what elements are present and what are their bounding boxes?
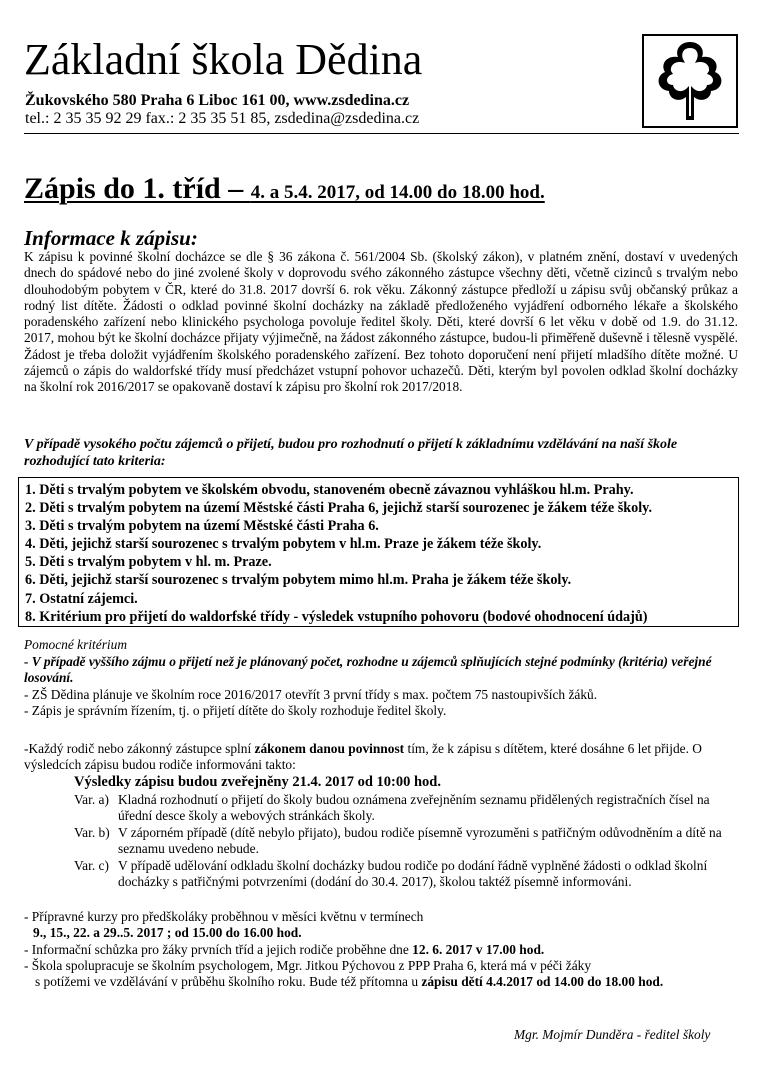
variant-tag: Var. a) bbox=[74, 792, 109, 807]
criteria-box bbox=[18, 477, 739, 627]
meeting-date: 12. 6. 2017 v 17.00 hod. bbox=[412, 941, 545, 957]
criteria-intro: V případě vysokého počtu zájemců o přijetí, budou pro rozhodnutí o přijetí k základnímu vzdělávání na naší škole rozhodující tato kriteria: bbox=[24, 437, 678, 469]
admin-procedure-note: - Zápis je správním řízením, tj. o přijetí dítěte do školy rozhoduje ředitel školy. bbox=[24, 702, 447, 718]
meeting-note-text: - Informační schůzka pro žáky prvních tříd a jejich rodiče proběhne dne bbox=[24, 941, 413, 957]
result-variant-b bbox=[74, 825, 738, 858]
auxiliary-criterion-label: Pomocné kritérium bbox=[24, 637, 128, 652]
psychologist-date: zápisu dětí 4.4.2017 od 14.00 do 18.00 hod. bbox=[421, 974, 664, 990]
courses-intro: - Přípravné kurzy pro předškoláky proběhnou v měsíci květnu v termínech bbox=[24, 909, 424, 924]
parent-duty-pre: -Každý rodič nebo zákonný zástupce splní bbox=[24, 741, 255, 756]
criterion-item: 1. Děti s trvalým pobytem ve školském obvodu, stanoveném obecně závaznou vyhláškou hl.m. Prahy. bbox=[25, 482, 634, 498]
criterion-item: 7. Ostatní zájemci. bbox=[25, 590, 138, 607]
criterion-item: 4. Děti, jejichž starší sourozenec s trvalým pobytem v hl.m. Praze je žákem téže školy. bbox=[25, 536, 542, 553]
courses-dates: 9., 15., 22. a 29..5. 2017 ; od 15.00 do 16.00 hod. bbox=[33, 925, 302, 941]
title-main: Zápis do 1. tříd – bbox=[24, 172, 251, 205]
result-variant-a bbox=[74, 792, 738, 825]
parent-duty-paragraph bbox=[24, 741, 744, 774]
school-name: Základní škola Dědina bbox=[24, 35, 423, 84]
lottery-note: - V případě vyššího zájmu o přijetí než je plánovaný počet, rozhodne u zájemců splňujících stejné podmínky (kritéria) veřejné losování. bbox=[24, 654, 712, 686]
info-paragraph: K zápisu k povinné školní docházce se dle § 36 zákona č. 561/2004 Sb. (školský zákon), v platném znění, dostaví v uvedených dnech do spádové nebo do jiné zvolené školy v doprovodu svého zákonného zástupce všechny děti, včetně cizinců s trvalým nebo dlouhodobým pobytem v ČR, které do 31.8. 2017 dovrší 6. rok věku. Zákonný zástupce předloží u zápisu svůj občanský průkaz a rodný list dítěte. Žádosti o odklad povinné školní docházky na základě předloženého vyjádření odborného lékaře a školského poradenského zařízení nebo klinického psychologa povoluje ředitel školy. Děti, které dovrší 6 let věku v době od 1.9. do 31.12. 2017, mohou být ke školní docházce přijaty výjimečně, na žádost zákonného zástupce, budou-li přiměřeně duševně i tělesně vyspělé. Žádost je třeba doložit vyjádřením školského poradenského zařízení. Bez tohoto doporučení není přijetí mladšího dítěte možné. U zájemců o zápis do waldorfské třídy musí předcházet vstupní pohovor uchazečů. Děti, kterým byl povolen odklad školní docházky na školní rok 2016/2017 se opakovaně dostaví k zápisu pro školní rok 2017/2018. bbox=[24, 249, 738, 395]
criterion-item: 3. Děti s trvalým pobytem na území Městské části Praha 6. bbox=[25, 518, 379, 535]
criterion-item: 5. Děti s trvalým pobytem v hl. m. Praze. bbox=[25, 554, 272, 571]
tree-logo-icon bbox=[642, 34, 738, 128]
header-divider bbox=[24, 133, 739, 134]
variant-text: V záporném případě (dítě nebylo přijato), budou rodiče písemně vyrozuměni s patřičným odůvodněním a dítě na seznamu uvedeno nebude. bbox=[118, 825, 722, 857]
criterion-item: 8. Kritérium pro přijetí do waldorfské třídy - výsledek vstupního pohovoru (bodové ohodnocení údajů) bbox=[25, 608, 648, 625]
psychologist-note: - Škola spolupracuje se školním psychologem, Mgr. Jitkou Pýchovou z PPP Praha 6, která má v péči žáky bbox=[24, 957, 592, 973]
school-contacts: tel.: 2 35 35 92 29 fax.: 2 35 35 51 85, zsdedina@zsdedina.cz bbox=[25, 110, 420, 127]
parent-duty-post: tím, že k zápisu s dítětem, které dosáhne 6 let přijde. O výsledcích zápisu budou rodiče informováni takto: bbox=[24, 741, 702, 773]
psychologist-note-text: s potížemi ve vzdělávání v průběhu školního roku. Bude též přítomna u bbox=[35, 974, 422, 990]
parent-duty-bold: zákonem danou povinnost bbox=[254, 741, 405, 756]
school-address: Žukovského 580 Praha 6 Liboc 161 00, www.zsdedina.cz bbox=[25, 92, 410, 109]
variant-text: V případě udělování odkladu školní docházky budou rodiče po dodání řádně vyplněné žádosti o odklad školní docházky s patřičnými potvrzeními (dodání do 30.4. 2017), školou taktéž písemně informováni. bbox=[118, 858, 708, 890]
criterion-item: 2. Děti s trvalým pobytem na území Městské části Praha 6, jejichž starší sourozenec je žákem téže školy. bbox=[25, 500, 652, 517]
courses-list bbox=[24, 909, 744, 990]
variant-text: Kladná rozhodnutí o přijetí do školy budou oznámena zveřejněním seznamu přidělených registračních čísel na úřední desce školy a webových stránkách školy. bbox=[118, 792, 710, 824]
auxiliary-list bbox=[24, 654, 754, 719]
title-dates: 4. a 5.4. 2017, od 14.00 do 18.00 hod. bbox=[250, 182, 545, 203]
signature: Mgr. Mojmír Dunděra - ředitel školy bbox=[514, 1027, 711, 1042]
meeting-note bbox=[24, 942, 744, 958]
results-heading: Výsledky zápisu budou zveřejněny 21.4. 2017 od 10:00 hod. bbox=[74, 774, 441, 790]
psychologist-note-cont bbox=[24, 974, 744, 990]
variant-tag: Var. c) bbox=[74, 858, 109, 873]
variant-tag: Var. b) bbox=[74, 825, 110, 840]
page-title bbox=[24, 172, 545, 206]
info-heading: Informace k zápisu: bbox=[24, 226, 198, 250]
class-capacity-note: - ZŠ Dědina plánuje ve školním roce 2016/2017 otevřít 3 první třídy s max. počtem 75 nastoupivších žáků. bbox=[24, 686, 598, 702]
criterion-item: 6. Děti, jejichž starší sourozenec s trvalým pobytem mimo hl.m. Praha je žákem téže školy. bbox=[25, 572, 572, 589]
result-variant-c bbox=[74, 858, 738, 891]
